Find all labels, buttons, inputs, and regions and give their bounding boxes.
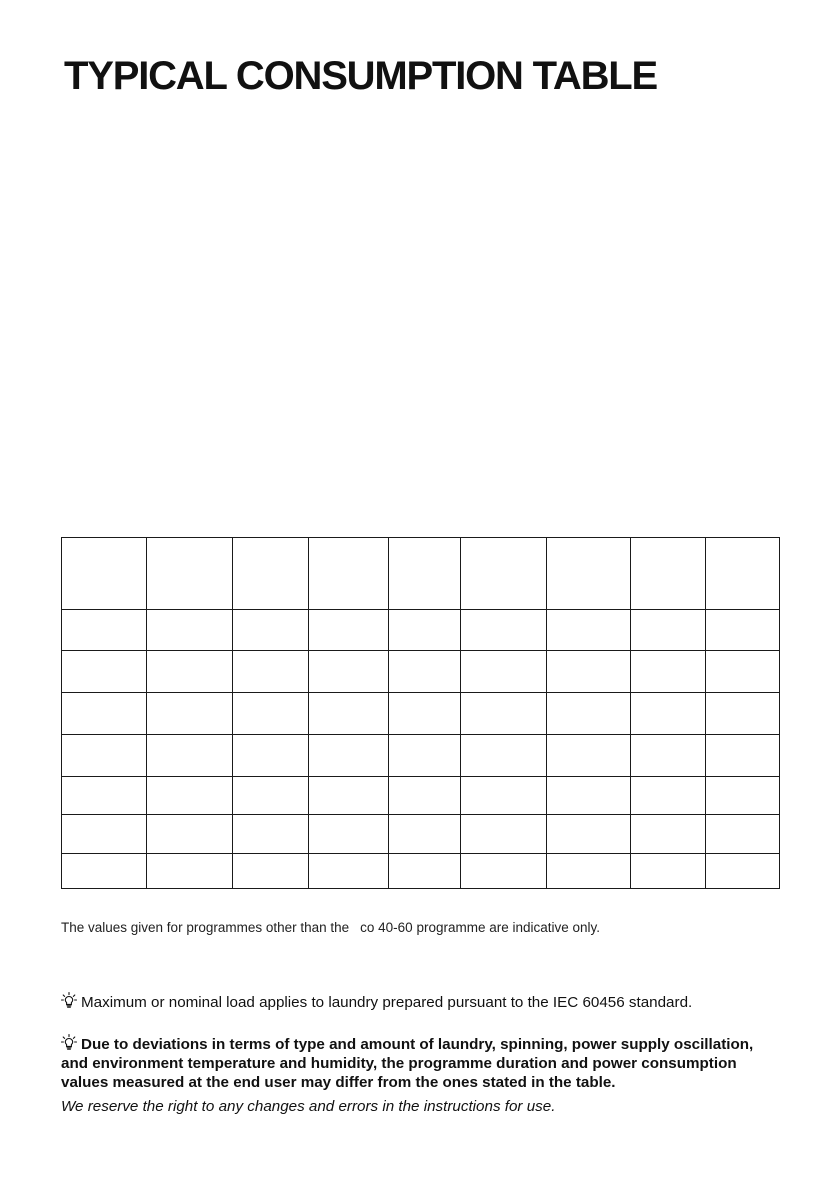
table-cell [547, 610, 631, 651]
table-cell [706, 538, 780, 610]
table-cell [309, 693, 389, 735]
table-cell [461, 693, 547, 735]
table-cell [461, 610, 547, 651]
table-cell [547, 538, 631, 610]
table-cell [389, 735, 461, 777]
table-cell [62, 693, 147, 735]
table-cell [461, 651, 547, 693]
table-cell [461, 777, 547, 815]
table-cell [631, 735, 706, 777]
table-cell [62, 777, 147, 815]
table-cell [631, 815, 706, 854]
table-cell [706, 693, 780, 735]
table-cell [631, 693, 706, 735]
table-row [62, 610, 780, 651]
lightbulb-icon [61, 992, 77, 1008]
table-cell [309, 538, 389, 610]
table-cell [147, 735, 233, 777]
load-tip-text: Maximum or nominal load applies to laundry prepared pursuant to the IEC 60456 standard. [81, 994, 693, 1011]
table-cell [389, 854, 461, 889]
table-cell [147, 610, 233, 651]
table-cell [62, 651, 147, 693]
table-cell [147, 815, 233, 854]
table-cell [631, 610, 706, 651]
table-cell [233, 693, 309, 735]
table-row [62, 815, 780, 854]
table-cell [233, 651, 309, 693]
table-cell [389, 538, 461, 610]
table-cell [233, 815, 309, 854]
table-cell [233, 854, 309, 889]
table-cell [147, 777, 233, 815]
table-cell [547, 854, 631, 889]
table-cell [62, 610, 147, 651]
table-header-row [62, 538, 780, 610]
table-cell [706, 735, 780, 777]
disclaimer-text: We reserve the right to any changes and errors in the instructions for use. [61, 1098, 556, 1115]
table-cell [461, 815, 547, 854]
table-cell [389, 610, 461, 651]
table-cell [631, 777, 706, 815]
table-row [62, 777, 780, 815]
table-cell [147, 538, 233, 610]
table-row [62, 735, 780, 777]
table-cell [233, 610, 309, 651]
table-cell [706, 854, 780, 889]
table-cell [147, 693, 233, 735]
load-tip [61, 992, 692, 1012]
table-cell [389, 777, 461, 815]
table-cell [706, 610, 780, 651]
indicative-values-note [61, 919, 600, 937]
indicative-note-prefix: The values given for programmes other than the [61, 920, 350, 935]
table-cell [706, 651, 780, 693]
page-title: TYPICAL CONSUMPTION TABLE [64, 54, 657, 98]
table-cell [309, 815, 389, 854]
table-cell [461, 735, 547, 777]
table-cell [547, 735, 631, 777]
table-cell [547, 777, 631, 815]
lightbulb-icon [61, 1034, 77, 1050]
table-cell [461, 538, 547, 610]
table-cell [631, 854, 706, 889]
table-cell [631, 538, 706, 610]
table-row [62, 854, 780, 889]
table-cell [233, 538, 309, 610]
table-row [62, 651, 780, 693]
consumption-table [61, 537, 780, 889]
table-cell [309, 651, 389, 693]
table-cell [547, 815, 631, 854]
table-cell [309, 610, 389, 651]
table-cell [62, 735, 147, 777]
table-cell [547, 693, 631, 735]
table-cell [631, 651, 706, 693]
table-row [62, 693, 780, 735]
table-cell [147, 854, 233, 889]
table-cell [233, 735, 309, 777]
table-cell [309, 735, 389, 777]
table-cell [547, 651, 631, 693]
deviation-tip [61, 1034, 781, 1092]
table-cell [706, 777, 780, 815]
table-cell [461, 854, 547, 889]
indicative-note-suffix: co 40-60 programme are indicative only. [360, 920, 601, 935]
table-cell [309, 777, 389, 815]
table-cell [233, 777, 309, 815]
table-cell [389, 651, 461, 693]
table-cell [389, 815, 461, 854]
table-cell [389, 693, 461, 735]
table-cell [62, 854, 147, 889]
deviation-tip-text: Due to deviations in terms of type and amount of laundry, spinning, power supply oscillation, and environment temperature and humidity, the programme duration and power consumption values measured at the end user may differ from the ones stated in the table. [61, 1036, 754, 1091]
table-cell [706, 815, 780, 854]
table-cell [147, 651, 233, 693]
table-cell [62, 538, 147, 610]
table-cell [309, 854, 389, 889]
table-cell [62, 815, 147, 854]
